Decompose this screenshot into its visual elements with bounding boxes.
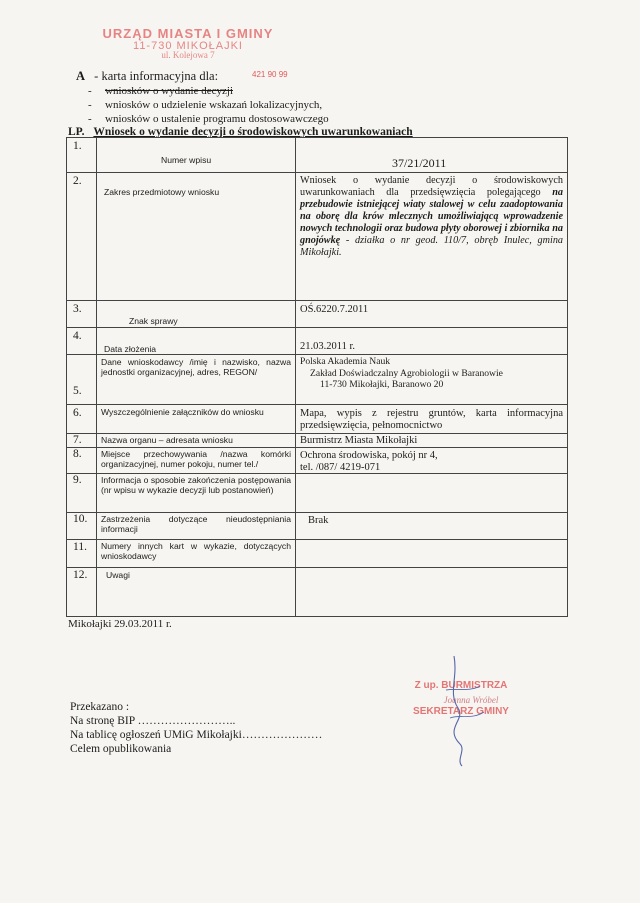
row-value xyxy=(296,474,567,478)
row-number: 6. xyxy=(73,407,82,419)
row-value: OŚ.6220.7.2011 xyxy=(300,304,369,315)
card-letter: A xyxy=(76,69,86,83)
row-number: 2. xyxy=(73,175,82,187)
stamp-line-street: ul. Kolejowa 7 xyxy=(161,50,215,60)
row-label: Data złożenia xyxy=(104,344,157,354)
row-number: 8. xyxy=(73,448,82,460)
row-number: 3. xyxy=(73,303,82,315)
table-row xyxy=(66,447,568,473)
row-number: 5. xyxy=(73,385,82,397)
przekazano-label: Przekazano : xyxy=(70,701,130,713)
row-label: Miejsce przechowywania /nazwa komórki organizacyjnej, numer pokoju, numer tel./ xyxy=(101,449,291,470)
value-line: Ochrona środowiska, pokój nr 4, xyxy=(300,450,438,461)
list-item: - wniosków o ustalenie programu dostosowawczego xyxy=(88,112,329,126)
value-bold: na przebudowie istniejącej wiaty stalowej w celu zaadoptowania na oborę dla krów mlecznych umożliwiającą wprowadzenie nowych technologii oraz budowa płyty oborowej i zbiornika na gnojówkę xyxy=(300,187,563,246)
row-value xyxy=(296,355,567,393)
card-header xyxy=(76,69,218,84)
stamp-line-office: URZĄD MIASTA I GMINY xyxy=(102,26,274,41)
row-label: Zakres przedmiotowy wniosku xyxy=(104,187,220,197)
row-label: Numer wpisu xyxy=(161,155,212,165)
row-label: Znak sprawy xyxy=(129,316,178,326)
stamp-line-postcode: 11-730 MIKOŁAJKI xyxy=(133,40,243,52)
value-plain: Wniosek o wydanie decyzji o środowiskowych uwarunkowaniach dla przedsięwzięcia polegającego xyxy=(300,175,563,198)
distribution-line: Na stronę BIP …………………….. xyxy=(70,715,236,727)
row-number: 12. xyxy=(73,569,88,581)
stamp-line-name: Joanna Wróbel xyxy=(443,695,499,705)
distribution-notes xyxy=(70,700,322,756)
value-italic: - działka o nr geod. 110/7, obręb Inulec, gmina Mikołajki. xyxy=(300,235,564,258)
card-type-list xyxy=(88,84,329,126)
table-row xyxy=(66,354,568,404)
row-label: Uwagi xyxy=(106,570,130,580)
table-row xyxy=(66,512,568,539)
office-stamp xyxy=(98,26,278,60)
table-row xyxy=(66,433,568,447)
row-number: 9. xyxy=(73,474,82,486)
table-row xyxy=(66,473,568,512)
row-value xyxy=(296,173,567,261)
handwritten-signature xyxy=(436,648,496,768)
list-item: - wniosków o udzielenie wskazań lokalizacyjnych, xyxy=(88,98,329,112)
table-row xyxy=(66,539,568,567)
lp-label: LP. xyxy=(68,126,85,138)
row-value: 21.03.2011 r. xyxy=(300,341,356,352)
row-number: 4. xyxy=(73,330,82,342)
value-line: 11-730 Mikołajki, Baranowo 20 xyxy=(320,379,444,390)
row-label: Dane wnioskodawcy /imię i nazwisko, nazwa jednostki organizacyjnej, adres, REGON/ xyxy=(101,357,291,378)
table-row xyxy=(66,137,568,172)
row-label: Wyszczególnienie załączników do wniosku xyxy=(101,407,264,417)
row-number: 10. xyxy=(73,513,88,525)
table-row xyxy=(66,300,568,327)
row-number: 11. xyxy=(73,541,87,553)
row-number: 1. xyxy=(73,140,82,152)
row-label: Informacja o sposobie zakończenia postępowania (nr wpisu w wykazie decyzji lub postanowień) xyxy=(101,475,291,496)
document-date: Mikołajki 29.03.2011 r. xyxy=(68,618,172,630)
row-label: Zastrzeżenia dotyczące nieudostępniania informacji xyxy=(101,514,291,535)
value-line: Zakład Doświadczalny Agrobiologii w Baranowie xyxy=(310,367,503,379)
distribution-line: Celem opublikowania xyxy=(70,743,172,755)
row-label: Nazwa organu – adresata wniosku xyxy=(101,435,233,445)
row-value xyxy=(296,540,567,544)
stamp-line-title: SEKRETARZ GMINY xyxy=(413,706,509,717)
distribution-line: Na tablicę ogłoszeń UMiG Mikołajki………………… xyxy=(70,729,323,741)
section-title: Wniosek o wydanie decyzji o środowiskowych uwarunkowaniach xyxy=(93,126,413,138)
table-row xyxy=(66,404,568,433)
value-line: tel. /087/ 4219-071 xyxy=(300,462,381,473)
row-label: Numery innych kart w wykazie, dotyczących wnioskodawcy xyxy=(101,541,291,562)
list-item: - wniosków o wydanie decyzji xyxy=(88,84,329,98)
row-value xyxy=(296,568,567,572)
row-value: Burmistrz Miasta Mikołajki xyxy=(300,435,418,446)
stamp-line-authority: Z up. BURMISTRZA xyxy=(414,680,508,691)
table-row xyxy=(66,567,568,617)
row-value xyxy=(296,448,567,476)
row-value: 37/21/2011 xyxy=(392,156,447,170)
row-value: Mapa, wypis z rejestru gruntów, karta informacyjna przedsięwzięcia, pełnomocnictwo xyxy=(300,408,563,431)
table-row xyxy=(66,327,568,354)
card-lead: - karta informacyjna dla: xyxy=(94,69,219,83)
row-number: 7. xyxy=(73,434,82,446)
table-row xyxy=(66,172,568,300)
row-value: Brak xyxy=(308,515,329,526)
value-line: Polska Akademia Nauk xyxy=(300,356,391,367)
stamp-phone: 421 90 99 xyxy=(252,70,288,79)
